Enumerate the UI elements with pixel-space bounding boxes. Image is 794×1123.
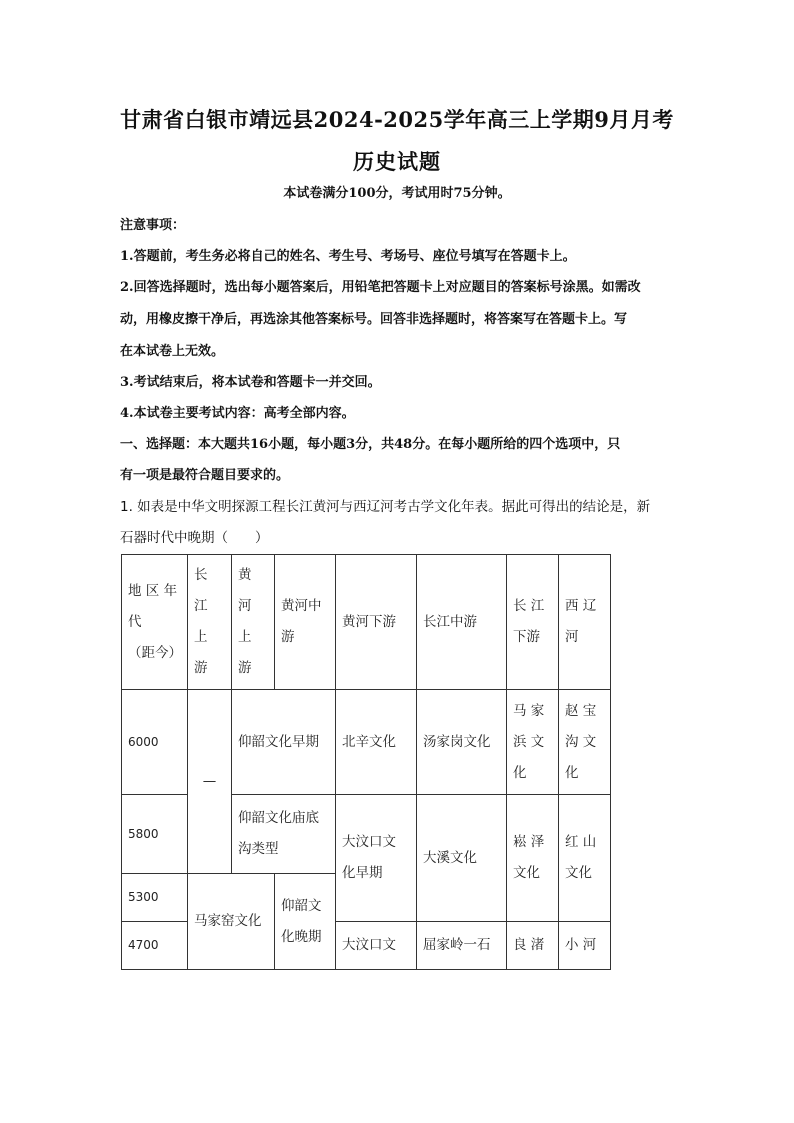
cell-line: 代: [128, 613, 142, 630]
culture-cell: [336, 795, 417, 922]
year-cell: 6000: [122, 690, 188, 795]
cell-line: 大汶口文: [342, 834, 396, 850]
culture-cell: [232, 795, 336, 874]
culture-cell: 大汶口文: [336, 922, 417, 970]
notes-item-1: 1.答题前，考生务必将自己的姓名、考生号、考场号、座位号填写在答题卡上。: [120, 249, 576, 264]
culture-cell: [559, 690, 611, 795]
header-yangtze-lower: [507, 555, 559, 690]
question-1-line-2: 石器时代中晚期（ ）: [120, 530, 269, 546]
culture-cell: [507, 690, 559, 795]
cell-line: 沟 文: [565, 733, 597, 750]
cell-line: 文化: [565, 865, 592, 881]
exam-subtitle: 本试卷满分100分，考试用时75分钟。: [283, 186, 511, 201]
culture-cell: [507, 795, 559, 922]
culture-cell: 仰韶文化早期: [232, 690, 336, 795]
notes-item-2-line-2: 动，用橡皮擦干净后，再选涂其他答案标号。回答非选择题时，将答案写在答题卡上。写: [120, 312, 628, 327]
notes-item-2-line-1: 2.回答选择题时，选出每小题答案后，用铅笔把答题卡上对应题目的答案标号涂黑。如需改: [120, 280, 641, 295]
section-heading-line-2: 有一项是最符合题目要求的。: [120, 468, 290, 483]
yangtze-upper-dash: —: [188, 690, 232, 874]
year-cell: 4700: [122, 922, 188, 970]
cell-line: 游: [238, 660, 252, 676]
cell-line: 仰韶文化庙底: [238, 810, 319, 826]
notes-item-2-line-3: 在本试卷上无效。: [120, 344, 225, 359]
culture-cell: 北辛文化: [336, 690, 417, 795]
cell-line: 化早期: [342, 865, 383, 881]
cell-line: 黄河中: [281, 598, 322, 614]
cell-line: 黄: [238, 567, 252, 583]
table-header-row: [122, 555, 611, 690]
cell-line: 地 区 年: [128, 582, 178, 599]
header-yellow-upper: [232, 555, 275, 690]
cell-line: 长: [194, 567, 208, 583]
culture-cell: [559, 795, 611, 922]
cell-line: 化晚期: [281, 928, 322, 945]
culture-cell: [275, 874, 336, 970]
culture-chronology-table: [121, 554, 611, 970]
cell-line: 马 家: [513, 702, 545, 719]
year-cell: 5800: [122, 795, 188, 874]
cell-line: 文化: [513, 865, 540, 881]
cell-line: 河: [565, 629, 579, 645]
cell-line: 化: [565, 764, 579, 781]
cell-line: 上: [194, 629, 208, 645]
cell-line: （距今）: [128, 644, 182, 661]
exam-title: 甘肃省白银市靖远县2024-2025学年高三上学期9月月考: [120, 107, 674, 132]
culture-cell: 良 渚: [507, 922, 559, 970]
header-yangtze-middle: 长江中游: [417, 555, 507, 690]
cell-line: 沟类型: [238, 841, 279, 857]
culture-cell: 汤家岗文化: [417, 690, 507, 795]
question-1-line-1: 1. 如表是中华文明探源工程长江黄河与西辽河考古学文化年表。据此可得出的结论是，新: [120, 499, 651, 515]
cell-line: 江: [194, 598, 208, 614]
culture-cell: 马家窑文化: [188, 874, 275, 970]
culture-cell: 大溪文化: [417, 795, 507, 922]
cell-line: 河: [238, 598, 252, 614]
culture-cell: 小 河: [559, 922, 611, 970]
header-yellow-lower: 黄河下游: [336, 555, 417, 690]
cell-line: 浜 文: [513, 733, 545, 750]
cell-line: 仰韶文: [281, 897, 322, 914]
header-yangtze-upper: [188, 555, 232, 690]
notes-item-4: 4.本试卷主要考试内容：高考全部内容。: [120, 406, 355, 421]
cell-line: 游: [194, 660, 208, 676]
cell-line: 崧 泽: [513, 834, 545, 850]
cell-line: 上: [238, 629, 252, 645]
header-region-era: [122, 555, 188, 690]
cell-line: 长 江: [513, 598, 545, 614]
cell-line: 下游: [513, 629, 540, 645]
cell-line: 赵 宝: [565, 702, 597, 719]
header-west-liao: [559, 555, 611, 690]
cell-line: 游: [281, 629, 295, 645]
section-heading-line-1: 一、选择题：本大题共16小题，每小题3分，共48分。在每小题所给的四个选项中，只: [120, 437, 621, 452]
year-cell: 5300: [122, 874, 188, 922]
cell-line: 西 辽: [565, 598, 597, 614]
cell-line: 化: [513, 764, 527, 781]
exam-subject-title: 历史试题: [353, 149, 441, 174]
header-yellow-middle: [275, 555, 336, 690]
cell-line: 红 山: [565, 834, 597, 850]
culture-cell: 屈家岭一石: [417, 922, 507, 970]
notes-heading: 注意事项：: [120, 218, 186, 233]
table-row-6000: [122, 690, 611, 795]
notes-item-3: 3.考试结束后，将本试卷和答题卡一并交回。: [120, 375, 381, 390]
